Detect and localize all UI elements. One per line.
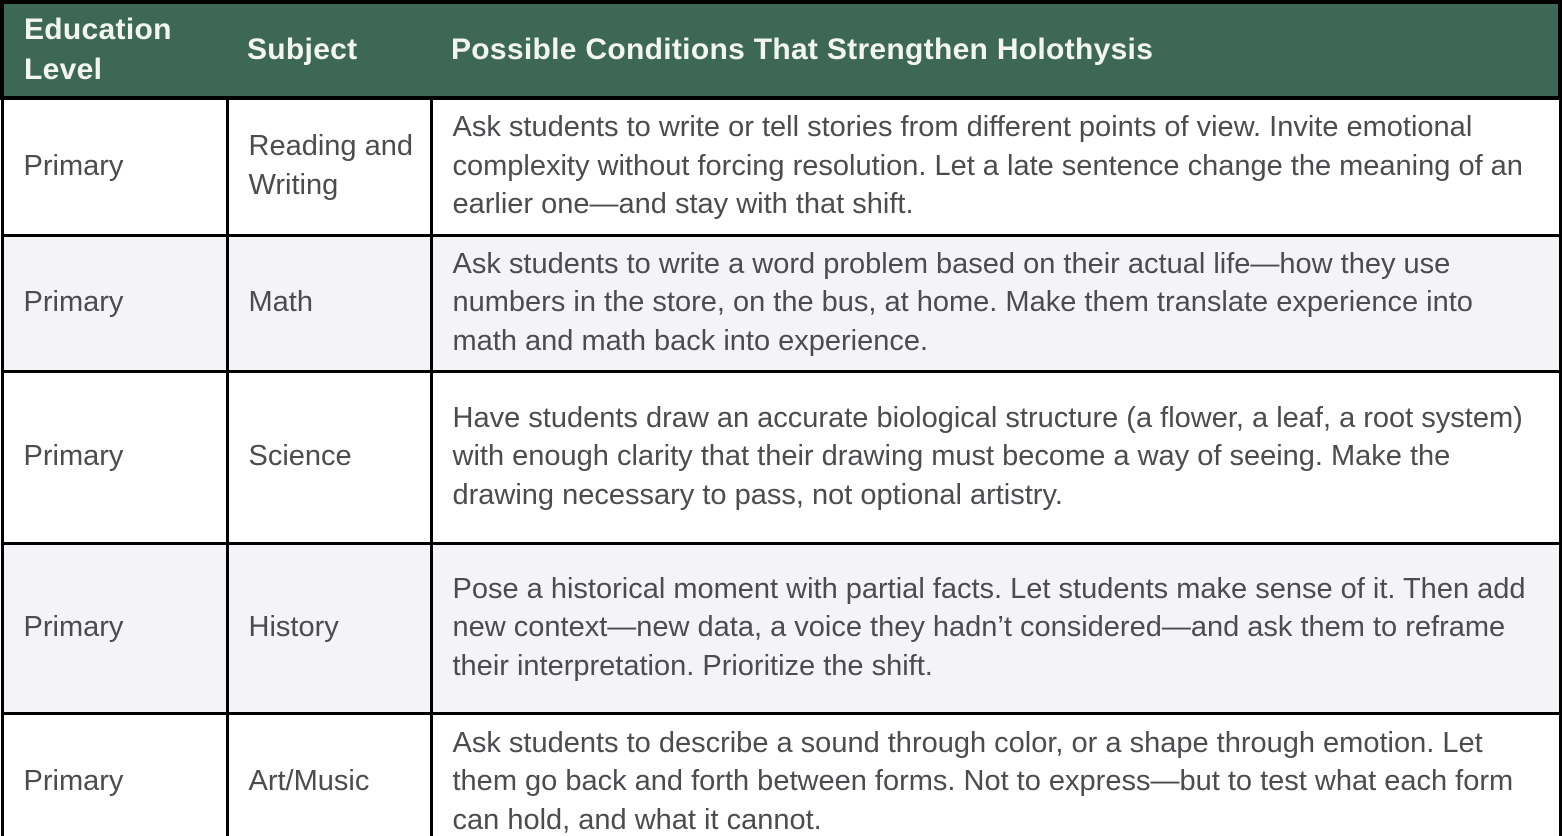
cell-education-level: Primary: [2, 235, 227, 372]
table-row: [2, 235, 1560, 372]
cell-subject: History: [227, 544, 431, 714]
cell-education-level: Primary: [2, 372, 227, 544]
cell-subject: Science: [227, 372, 431, 544]
cell-education-level: Primary: [2, 98, 227, 235]
cell-subject: Art/Music: [227, 714, 431, 836]
cell-conditions: Ask students to write or tell stories from different points of view. Invite emotional complexity without forcing resolution. Let a late sentence change the meaning of an earlier one—and stay with that shift.: [431, 98, 1560, 235]
column-header-conditions: Possible Conditions That Strengthen Holothysis: [431, 2, 1560, 98]
cell-subject: Math: [227, 235, 431, 372]
cell-conditions: Ask students to write a word problem based on their actual life—how they use numbers in the store, on the bus, at home. Make them translate experience into math and math back into experience.: [431, 235, 1560, 372]
table-row: [2, 372, 1560, 544]
cell-subject: Reading and Writing: [227, 98, 431, 235]
cell-education-level: Primary: [2, 714, 227, 836]
table-row: [2, 714, 1560, 836]
table-body: [2, 98, 1560, 836]
cell-conditions: Pose a historical moment with partial facts. Let students make sense of it. Then add new context—new data, a voice they hadn’t considered—and ask them to reframe their interpretation. Prioritize the shift.: [431, 544, 1560, 714]
cell-conditions: Have students draw an accurate biological structure (a flower, a leaf, a root system) with enough clarity that their drawing must become a way of seeing. Make the drawing necessary to pass, not optional artistry.: [431, 372, 1560, 544]
table-header: [2, 2, 1560, 98]
column-header-subject: Subject: [227, 2, 431, 98]
table-row: [2, 544, 1560, 714]
table-row: [2, 98, 1560, 235]
column-header-education-level: Education Level: [2, 2, 227, 98]
cell-education-level: Primary: [2, 544, 227, 714]
header-row: [2, 2, 1560, 98]
cell-conditions: Ask students to describe a sound through color, or a shape through emotion. Let them go back and forth between forms. Not to express—but to test what each form can hold, and what it cannot.: [431, 714, 1560, 836]
